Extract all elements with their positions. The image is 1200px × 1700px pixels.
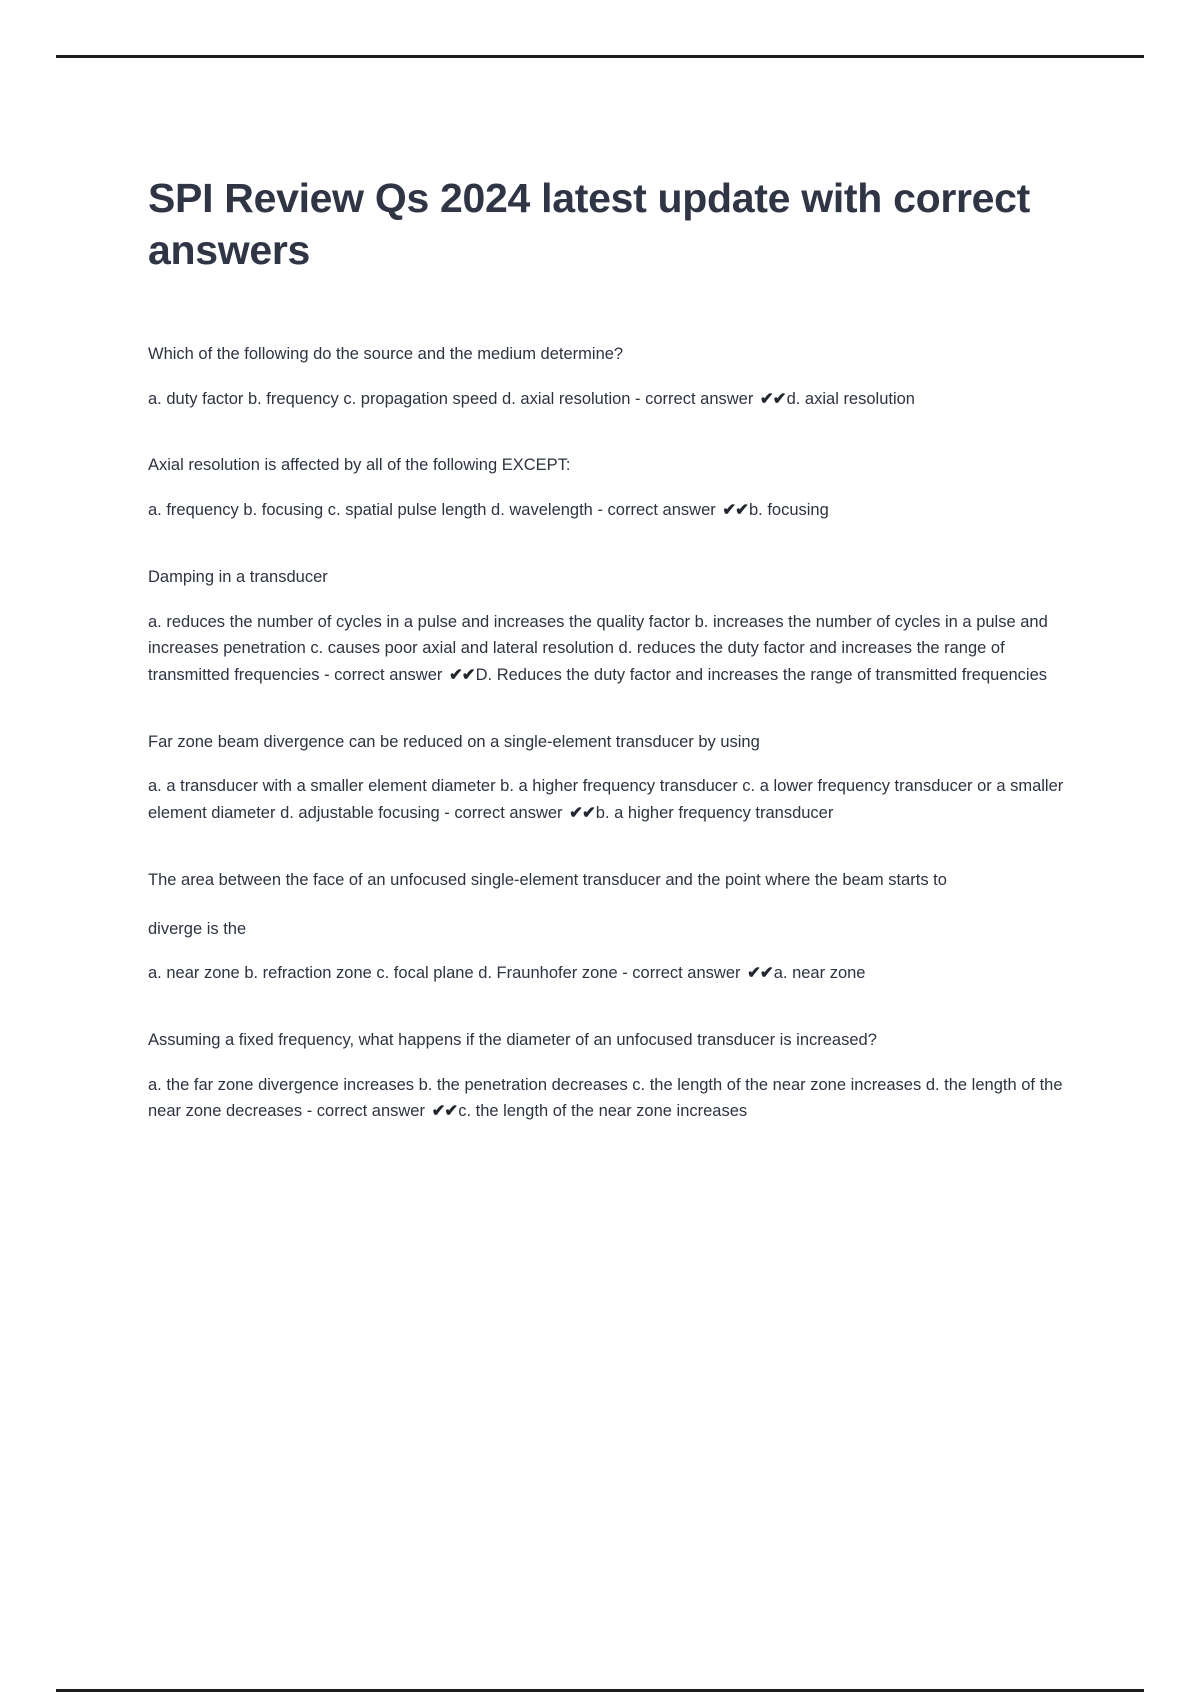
answer-text xyxy=(148,497,1078,524)
document-content xyxy=(148,172,1088,1125)
correct-answer-check-icon: ✔✔ xyxy=(448,665,475,684)
question-text: Assuming a fixed frequency, what happens if the diameter of an unfocused transducer is increased? xyxy=(148,1031,877,1049)
correct-answer-text: c. the length of the near zone increases xyxy=(458,1102,748,1121)
page-bottom-rule xyxy=(56,1689,1144,1692)
qa-block xyxy=(148,564,1088,689)
correct-answer-check-icon: ✔✔ xyxy=(431,1102,458,1121)
correct-answer-text: b. a higher frequency transducer xyxy=(595,804,834,823)
answer-options: a. frequency b. focusing c. spatial pulse length d. wavelength xyxy=(148,501,593,520)
answer-separator: - correct answer xyxy=(630,389,758,408)
answer-options: a. duty factor b. frequency c. propagation speed d. axial resolution xyxy=(148,389,631,408)
page-top-rule xyxy=(56,55,1144,58)
qa-block xyxy=(148,1027,1088,1125)
qa-block xyxy=(148,341,1088,412)
question-text: Far zone beam divergence can be reduced on a single-element transducer by using xyxy=(148,732,760,751)
answer-separator: - correct answer xyxy=(439,804,568,823)
qa-block xyxy=(148,729,1088,827)
correct-answer-text: b. focusing xyxy=(748,501,829,520)
correct-answer-check-icon: ✔✔ xyxy=(722,501,748,520)
page-title: SPI Review Qs 2024 latest update with correct answers xyxy=(148,175,1031,274)
qa-block xyxy=(148,867,1088,987)
answer-options: a. near zone b. refraction zone c. focal plane d. Fraunhofer zone xyxy=(148,964,618,983)
question-text: Axial resolution is affected by all of the following EXCEPT: xyxy=(148,456,571,475)
correct-answer-text: d. axial resolution xyxy=(786,389,915,408)
answer-separator: - correct answer xyxy=(319,665,447,684)
correct-answer-check-icon: ✔✔ xyxy=(759,389,786,408)
answer-text xyxy=(148,1072,1078,1125)
answer-options: a. a transducer with a smaller element diameter b. a higher frequency transducer c. a lower frequency transducer or a smaller element diameter d. adjustable focusing xyxy=(148,777,1064,823)
correct-answer-text: a. near zone xyxy=(773,964,866,983)
question-text: The area between the face of an unfocused single-element transducer and the point where the beam starts to xyxy=(148,870,947,889)
qa-block xyxy=(148,452,1088,523)
answer-text xyxy=(148,773,1078,826)
answer-text xyxy=(148,960,1078,987)
answer-separator: - correct answer xyxy=(302,1102,430,1121)
answer-text xyxy=(148,609,1078,689)
question-text: Damping in a transducer xyxy=(148,567,328,586)
answer-options: a. reduces the number of cycles in a pulse and increases the quality factor b. increases the number of cycles in a pulse and increases penetration c. causes poor axial and lateral resolution d. reduces the duty factor and increases the range of transmitted frequencies xyxy=(148,612,1048,684)
answer-text xyxy=(148,386,1078,413)
correct-answer-text: D. Reduces the duty factor and increases the range of transmitted frequencies xyxy=(475,665,1048,684)
correct-answer-check-icon: ✔✔ xyxy=(747,964,773,983)
answer-separator: - correct answer xyxy=(617,964,746,983)
correct-answer-check-icon: ✔✔ xyxy=(569,804,595,823)
answer-separator: - correct answer xyxy=(592,501,721,520)
question-text: Which of the following do the source and the medium determine? xyxy=(148,344,624,363)
question-continuation-text: diverge is the xyxy=(148,919,247,938)
answer-options: a. the far zone divergence increases b. the penetration decreases c. the length of the near zone increases d. the length of the near zone decreases xyxy=(148,1075,1063,1121)
